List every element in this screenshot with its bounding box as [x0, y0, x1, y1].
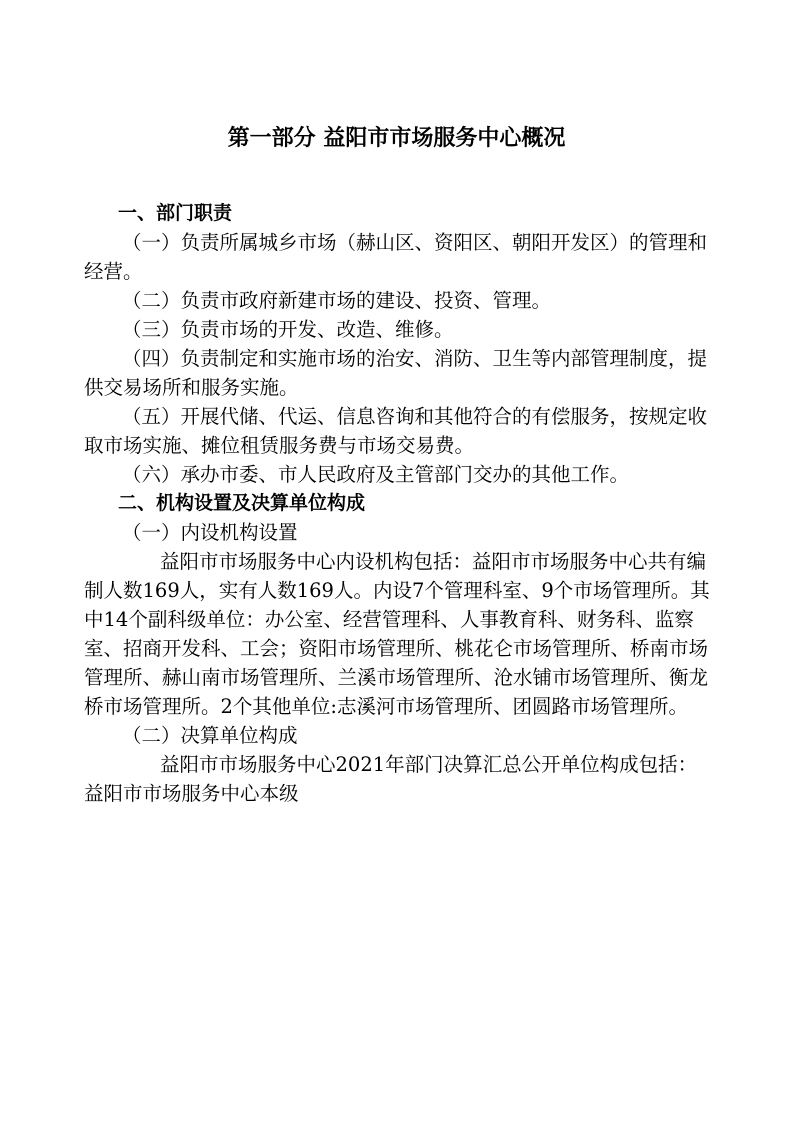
page-title: 第一部分 益阳市市场服务中心概况 — [227, 126, 566, 151]
subsection-heading-accounting-units: （二）决算单位构成 — [122, 724, 298, 747]
section-heading-organization: 二、机构设置及决算单位构成 — [118, 492, 366, 514]
subsection-heading-internal-units: （一）内设机构设置 — [122, 521, 298, 544]
duty-item-5: （五）开展代储、代运、信息咨询和其他符合的有偿服务，按规定收取市场实施、摊位租赁服务费与市场交易费。 — [84, 405, 708, 457]
duty-item-3: （三）负责市场的开发、改造、维修。 — [122, 318, 454, 341]
internal-units-paragraph: 益阳市市场服务中心内设机构包括：益阳市市场服务中心共有编制人数169人，实有人数169人。内设7个管理科室、9个市场管理所。其中14个副科级单位：办公室、经营管理科、人事教育科、财务科、监察室、招商开发科、工会；资阳市场管理所、桃花仑市场管理所、桥南市场管理所、赫山南市场管理所、兰溪市场管理所、沧水铺市场管理所、衡龙桥市场管理所。2个其他单位:志溪河市场管理所、团圆路市场管理所。 — [84, 550, 710, 718]
duty-item-2: （二）负责市政府新建市场的建设、投资、管理。 — [122, 289, 552, 312]
section-heading-duties: 一、部门职责 — [118, 202, 233, 224]
accounting-units-paragraph: 益阳市市场服务中心2021年部门决算汇总公开单位构成包括：益阳市市场服务中心本级 — [84, 753, 698, 805]
duty-item-4: （四）负责制定和实施市场的治安、消防、卫生等内部管理制度，提供交易场所和服务实施。 — [84, 347, 708, 399]
duty-item-1: （一）负责所属城乡市场（赫山区、资阳区、朝阳开发区）的管理和经营。 — [84, 231, 708, 283]
document-body — [84, 199, 712, 808]
duty-item-6: （六）承办市委、市人民政府及主管部门交办的其他工作。 — [122, 463, 630, 486]
